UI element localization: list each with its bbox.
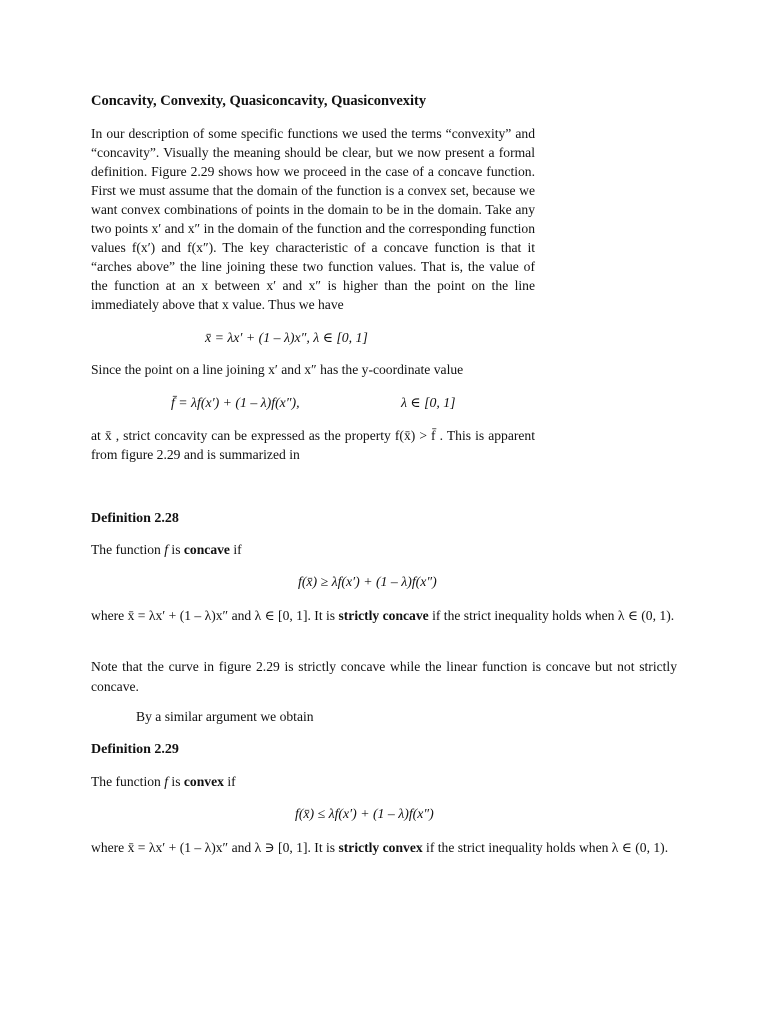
intro-text: if bbox=[229, 542, 242, 557]
where-text: if the strict inequality holds when λ ∈ (0, 1). bbox=[428, 608, 675, 623]
convex-inequality: f(x̄) ≤ λf(x′) + (1 – λ)f(x″) bbox=[295, 806, 434, 821]
intro-text: is bbox=[168, 542, 184, 557]
intro-text: if bbox=[223, 774, 236, 789]
intro-text: is bbox=[168, 774, 184, 789]
similar-argument-line: By a similar argument we obtain bbox=[136, 709, 314, 724]
line-value-equation: f̄ = λf(x′) + (1 – λ)f(x″), bbox=[171, 395, 300, 410]
function-variable: f bbox=[164, 542, 169, 557]
intro-text: The function bbox=[91, 774, 165, 789]
defined-term: strictly convex bbox=[338, 840, 423, 855]
definition-229-heading: Definition 2.29 bbox=[91, 742, 179, 757]
where-text: where x̄ = λx′ + (1 – λ)x″ and λ ∋ [0, 1]. It is bbox=[91, 840, 339, 855]
where-text: where x̄ = λx′ + (1 – λ)x″ and λ ∈ [0, 1]. It is bbox=[91, 608, 339, 623]
function-variable: f bbox=[164, 774, 169, 789]
definition-229-intro bbox=[91, 774, 236, 790]
concave-inequality: f(x̄) ≥ λf(x′) + (1 – λ)f(x″) bbox=[298, 574, 437, 589]
definition-228-intro bbox=[91, 542, 242, 558]
definition-229-where bbox=[91, 838, 677, 858]
definition-228-heading: Definition 2.28 bbox=[91, 511, 179, 526]
convex-combination-equation: x̄ = λx′ + (1 – λ)x″, λ ∈ [0, 1] bbox=[205, 330, 368, 345]
where-text: if the strict inequality holds when λ ∈ (0, 1). bbox=[422, 840, 669, 855]
section-title: Concavity, Convexity, Quasiconcavity, Quasiconvexity bbox=[91, 93, 427, 109]
intro-text: The function bbox=[91, 542, 165, 557]
since-sentence: Since the point on a line joining x′ and x″ has the y-coordinate value bbox=[91, 362, 464, 377]
defined-term: convex bbox=[183, 774, 224, 789]
strict-concavity-paragraph: at x̄ , strict concavity can be expressed as the property f(x̄) > f̄ . This is apparent from figure 2.29 and is summarized in bbox=[91, 428, 535, 462]
defined-term: strictly concave bbox=[338, 608, 429, 623]
lambda-range: λ ∈ [0, 1] bbox=[401, 395, 456, 410]
definition-228-where bbox=[91, 606, 677, 626]
intro-paragraph: In our description of some specific functions we used the terms “convexity” and “concavity”. Visually the meaning should be clear, but we now present a formal definition. Figure 2.29 shows how we proceed in the case of a concave function. First we must assume that the domain of the function is a convex set, because we want convex combinations of points in the domain to be in the domain. Take any two points x′ and x″ in the domain of the function and the corresponding function values f(x′) and f(x″). The key characteristic of a concave function is that it “arches above” the line joining these two function values. That is, the value of the function at an x between x′ and x″ is higher than the point on the line immediately above that x value. Thus we have bbox=[91, 126, 535, 312]
note-paragraph: Note that the curve in figure 2.29 is strictly concave while the linear function is concave but not strictly concave. bbox=[91, 659, 677, 694]
defined-term: concave bbox=[183, 542, 230, 557]
